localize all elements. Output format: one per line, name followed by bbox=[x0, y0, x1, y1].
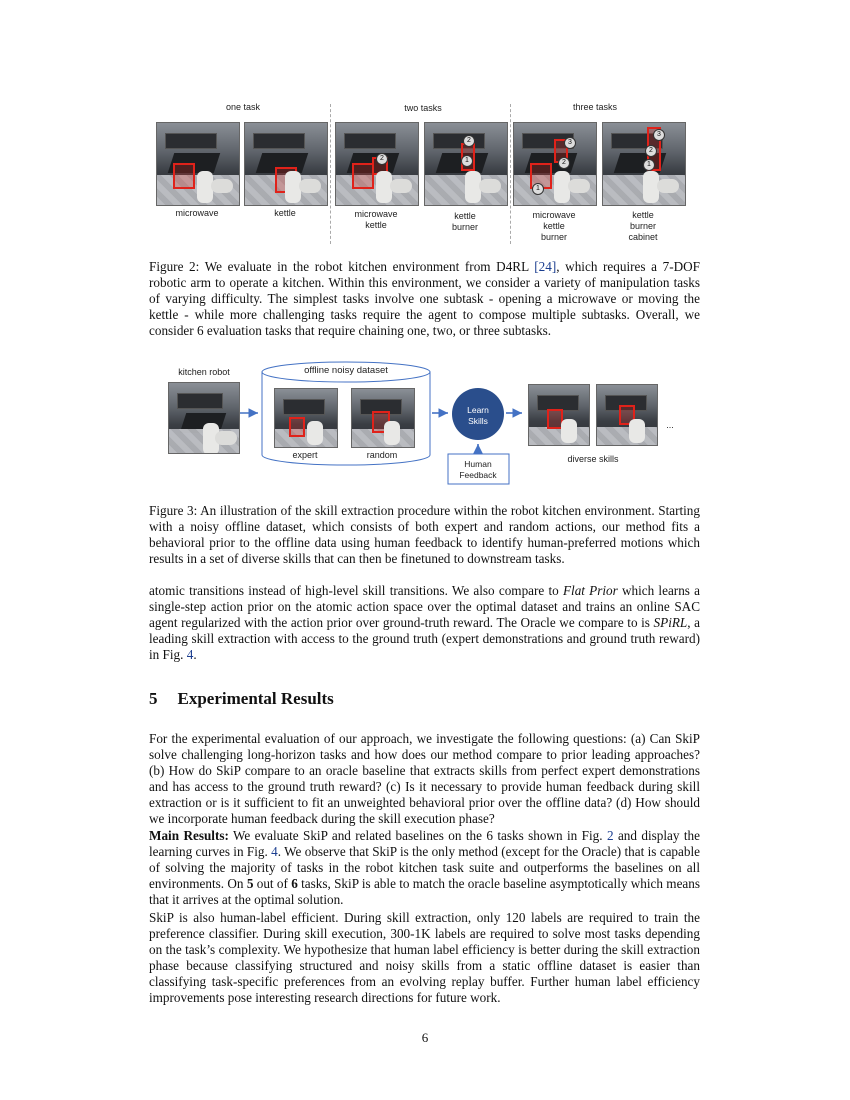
diverse-skills-label: diverse skills bbox=[567, 454, 619, 464]
task-label: microwave bbox=[175, 208, 219, 218]
section-number: 5 bbox=[149, 689, 158, 708]
task-label: kettle burner cabinet bbox=[628, 210, 658, 242]
paragraph-label-efficiency: SkiP is also human-label efficient. During skill extraction, only 120 labels are required to train the preference classifier. During skill execution, 300-1K labels are required to solve most tasks depending on the task’s complexity. We hypothesize that human label efficiency is better during the skill extraction phase because classifying structured and noisy skills from a static offline dataset is easier than classifying task-specific preferences from an evolving replay buffer. Further human label efficiency improvements pose interesting research directions for future work. bbox=[149, 910, 700, 1005]
random-image bbox=[351, 388, 415, 448]
ellipsis: ... bbox=[666, 420, 674, 430]
human-feedback-text: Human Feedback bbox=[459, 459, 497, 480]
group-label-one-task: one task bbox=[225, 102, 261, 112]
paragraph-questions: For the experimental evaluation of our approach, we investigate the following questions: (a) Can SkiP solve challenging long-horizon tasks and how does our method compare to prior leading approaches? (b) How do SkiP compare to an oracle baseline that extracts skills from perfect expert demonstrations and has access to the ground truth reward? (c) Is it necessary to provide human feedback during skill extraction or is it sufficient to fit an unweighted behavioral prior over the offline data? (d) How should we incorporate human feedback during the skill execution phase? bbox=[149, 731, 700, 826]
figure-link[interactable]: 4 bbox=[271, 844, 278, 859]
dataset-label: offline noisy dataset bbox=[304, 365, 388, 376]
task-image-kettle-burner: 2 1 bbox=[424, 122, 508, 206]
figure-link[interactable]: 4 bbox=[186, 647, 194, 662]
task-label: kettle burner bbox=[451, 211, 478, 232]
task-label: microwave kettle bbox=[354, 209, 398, 230]
paragraph-baselines: atomic transitions instead of high-level skill transitions. We also compare to Flat Prior which learns a single-step action prior on the atomic action space over the optimal dataset and trains an online SAC agent regularized with the action prior over ground-truth reward. The Oracle we compare to is SPiRL, a leading skill extraction with access to the ground truth (expert demonstrations and ground truth reward) in Fig. 4. bbox=[149, 583, 701, 662]
expert-image bbox=[274, 388, 338, 448]
random-label: random bbox=[366, 450, 398, 460]
citation-link[interactable]: [24] bbox=[534, 259, 557, 274]
task-label: kettle bbox=[274, 208, 296, 218]
figure-3-caption: Figure 3: An illustration of the skill extraction procedure within the robot kitchen environment. Starting with a noisy offline dataset, which consists of both expert and random actions, our method fits a behavioral prior to the offline data using human feedback to identify human-preferred motions which results in a set of diverse skills that can then be finetuned to downstream tasks. bbox=[149, 503, 700, 566]
task-image-kettle-burner-cabinet: 3 2 1 bbox=[602, 122, 686, 206]
figure-3-diagram bbox=[0, 0, 850, 500]
task-image-microwave-kettle-burner: 3 2 1 bbox=[513, 122, 597, 206]
paragraph-main-results: Main Results: We evaluate SkiP and related baselines on the 6 tasks shown in Fig. 2 and display the learning curves in Fig. 4. We observe that SkiP is the only method (except for the Oracle) that is capable of solving the majority of tasks in the robot kitchen task suite and outperforms the baselines on all environments. On 5 out of 6 tasks, SkiP is able to match the oracle baseline asymptotically which means that it arrives at the optimal solution. bbox=[149, 828, 700, 907]
section-heading bbox=[149, 689, 334, 709]
figure-2-caption: Figure 2: We evaluate in the robot kitchen environment from D4RL [24], which requires a 7-DOF robotic arm to operate a kitchen. Within this environment, we consider a variety of manipulation tasks of varying difficulty. The simplest tasks involve one subtask - opening a microwave or moving the kettle - while more challenging tasks require the agent to compose multiple subtasks. Overall, we consider 6 evaluation tasks that require chaining one, two, or three subtasks. bbox=[149, 259, 700, 338]
task-label: microwave kettle burner bbox=[532, 210, 576, 242]
kitchen-robot-label: kitchen robot bbox=[178, 367, 230, 377]
learn-skills-text: Learn Skills bbox=[467, 405, 489, 426]
group-label-three-tasks: three tasks bbox=[572, 102, 618, 112]
diverse-skill-image bbox=[596, 384, 658, 446]
expert-label: expert bbox=[292, 450, 318, 460]
figure-link[interactable]: 2 bbox=[606, 828, 614, 843]
task-image-microwave-kettle: 2 bbox=[335, 122, 419, 206]
group-label-two-tasks: two tasks bbox=[404, 103, 442, 113]
page-number: 6 bbox=[421, 1030, 429, 1045]
section-title: Experimental Results bbox=[177, 689, 334, 708]
diverse-skill-image bbox=[528, 384, 590, 446]
